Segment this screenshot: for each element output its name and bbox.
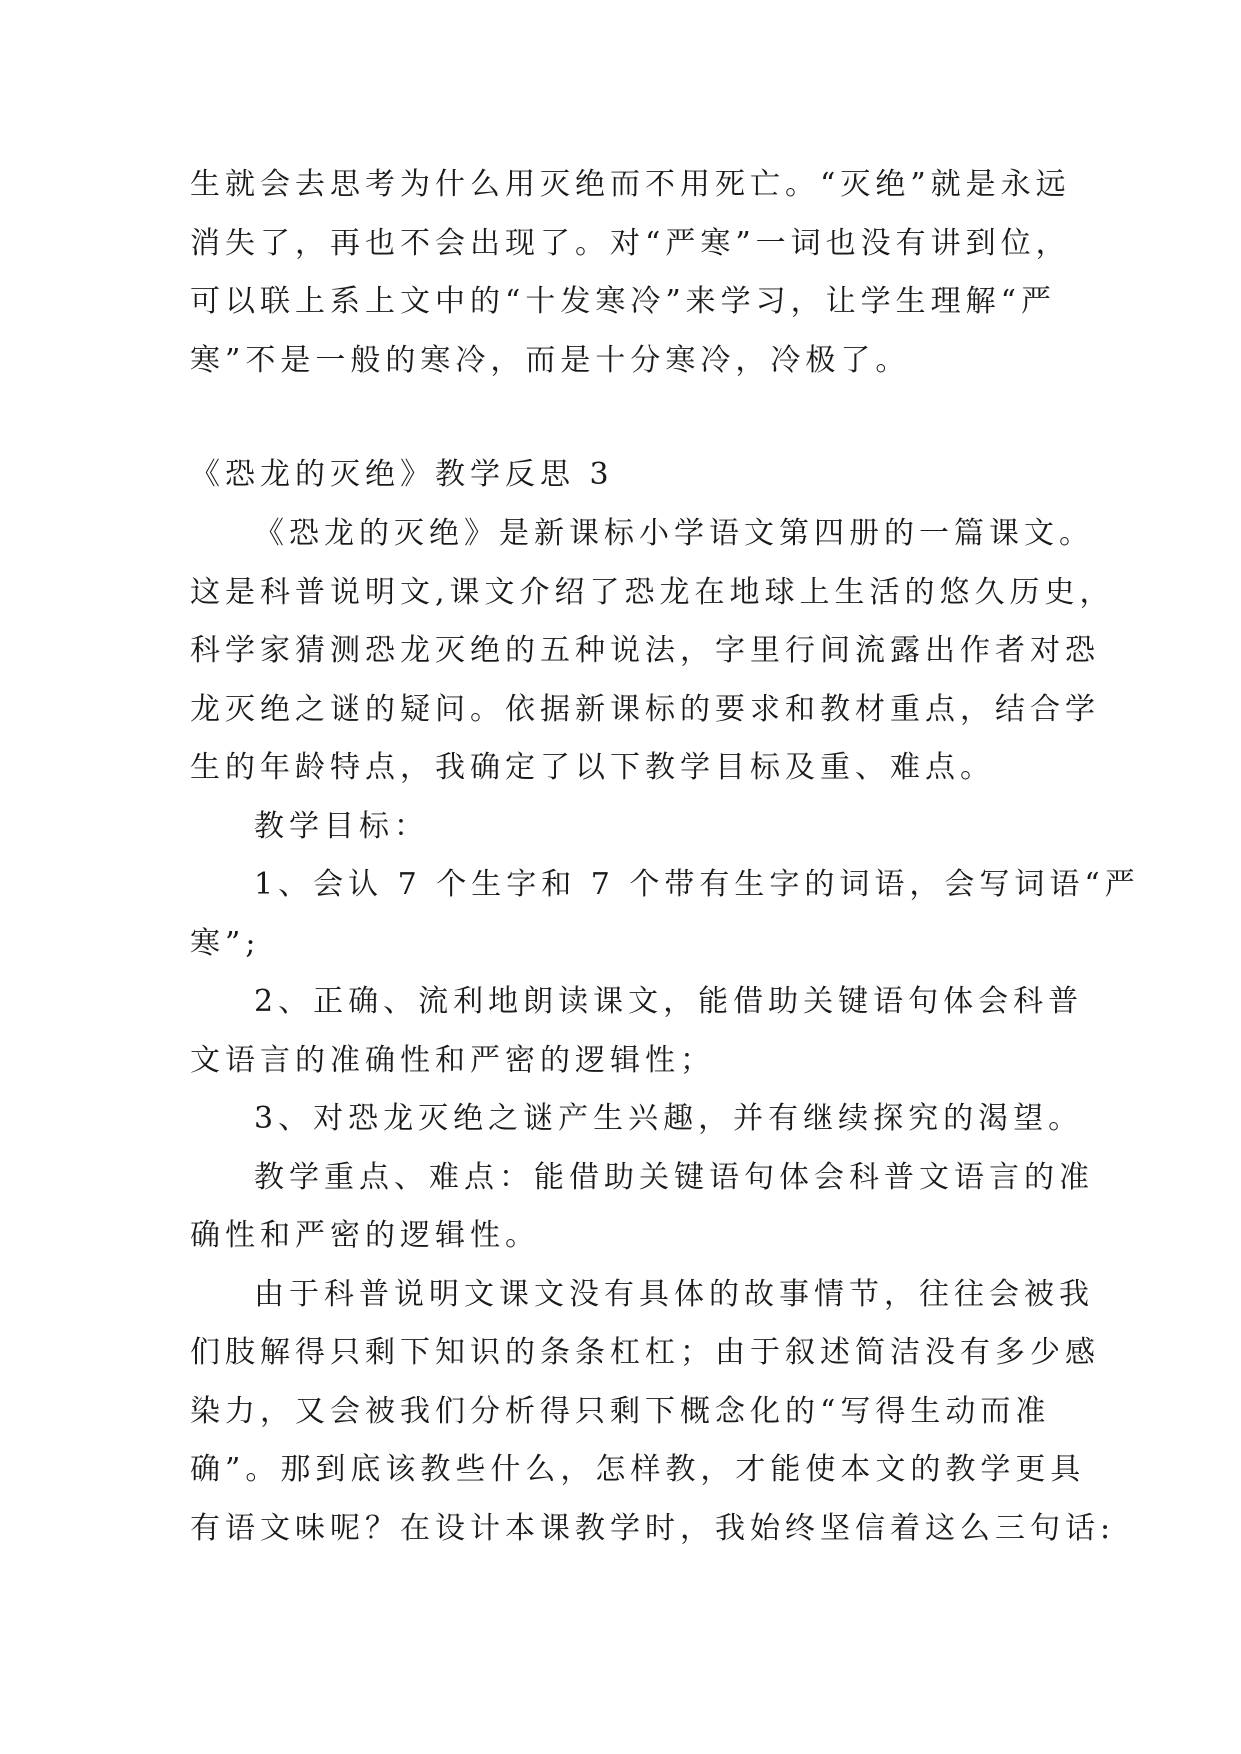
text-line: 科学家猜测恐龙灭绝的五种说法，字里行间流露出作者对恐: [190, 633, 1100, 668]
text-line: 《恐龙的灭绝》是新课标小学语文第四册的一篇课文。: [254, 516, 1094, 551]
text-line: 确”。那到底该教些什么，怎样教，才能使本文的教学更具: [190, 1452, 1086, 1487]
text-line: 寒”不是一般的寒冷，而是十分寒冷，冷极了。: [190, 342, 911, 378]
section-title: 《恐龙的灭绝》教学反思 3: [190, 457, 614, 492]
paragraph: [190, 856, 1140, 973]
paragraph: [190, 505, 1115, 798]
text-line: 教学重点、难点：能借助关键语句体会科普文语言的准: [254, 1159, 1094, 1195]
text-line: 1、会认 7 个生字和 7 个带有生字的词语，会写词语“严: [254, 867, 1140, 902]
text-line: 消失了，再也不会出现了。对“严寒”一词也没有讲到位，: [190, 225, 1071, 261]
text-line: 生的年龄特点，我确定了以下教学目标及重、难点。: [190, 750, 995, 785]
text-line: 生就会去思考为什么用灭绝而不用死亡。“灭绝”就是永远: [190, 167, 1071, 202]
text-line: 3、对恐龙灭绝之谜产生兴趣，并有继续探究的渴望。: [254, 1101, 1084, 1136]
text-line: 确性和严密的逻辑性。: [190, 1218, 540, 1253]
paragraph: [190, 798, 1050, 857]
body-text: [190, 505, 1140, 1558]
paragraph: [190, 973, 1084, 1090]
paragraph: [190, 1266, 1116, 1559]
section-title-block: [190, 446, 1050, 505]
paragraph: [190, 1149, 1094, 1266]
text-line: 有语文味呢？在设计本课教学时，我始终坚信着这么三句话:: [190, 1510, 1116, 1546]
text-line: 这是科普说明文,课文介绍了恐龙在地球上生活的悠久历史，: [190, 574, 1115, 610]
text-line: 可以联上系上文中的“十发寒冷”来学习，让学生理解“严: [190, 284, 1057, 319]
text-line: 教学目标：: [254, 808, 429, 844]
text-line: 们肢解得只剩下知识的条条杠杠；由于叙述简洁没有多少感: [190, 1335, 1100, 1370]
continued-paragraph: [190, 156, 1071, 390]
text-line: 龙灭绝之谜的疑问。依据新课标的要求和教材重点，结合学: [190, 691, 1100, 727]
text-line: 由于科普说明文课文没有具体的故事情节，往往会被我: [254, 1276, 1094, 1312]
text-line: 染力，又会被我们分析得只剩下概念化的“写得生动而准: [190, 1393, 1051, 1429]
text-line: 2、正确、流利地朗读课文，能借助关键语句体会科普: [254, 984, 1084, 1019]
text-line: 寒”;: [190, 925, 261, 961]
text-line: 文语言的准确性和严密的逻辑性；: [190, 1042, 715, 1078]
paragraph: [190, 1090, 1084, 1149]
